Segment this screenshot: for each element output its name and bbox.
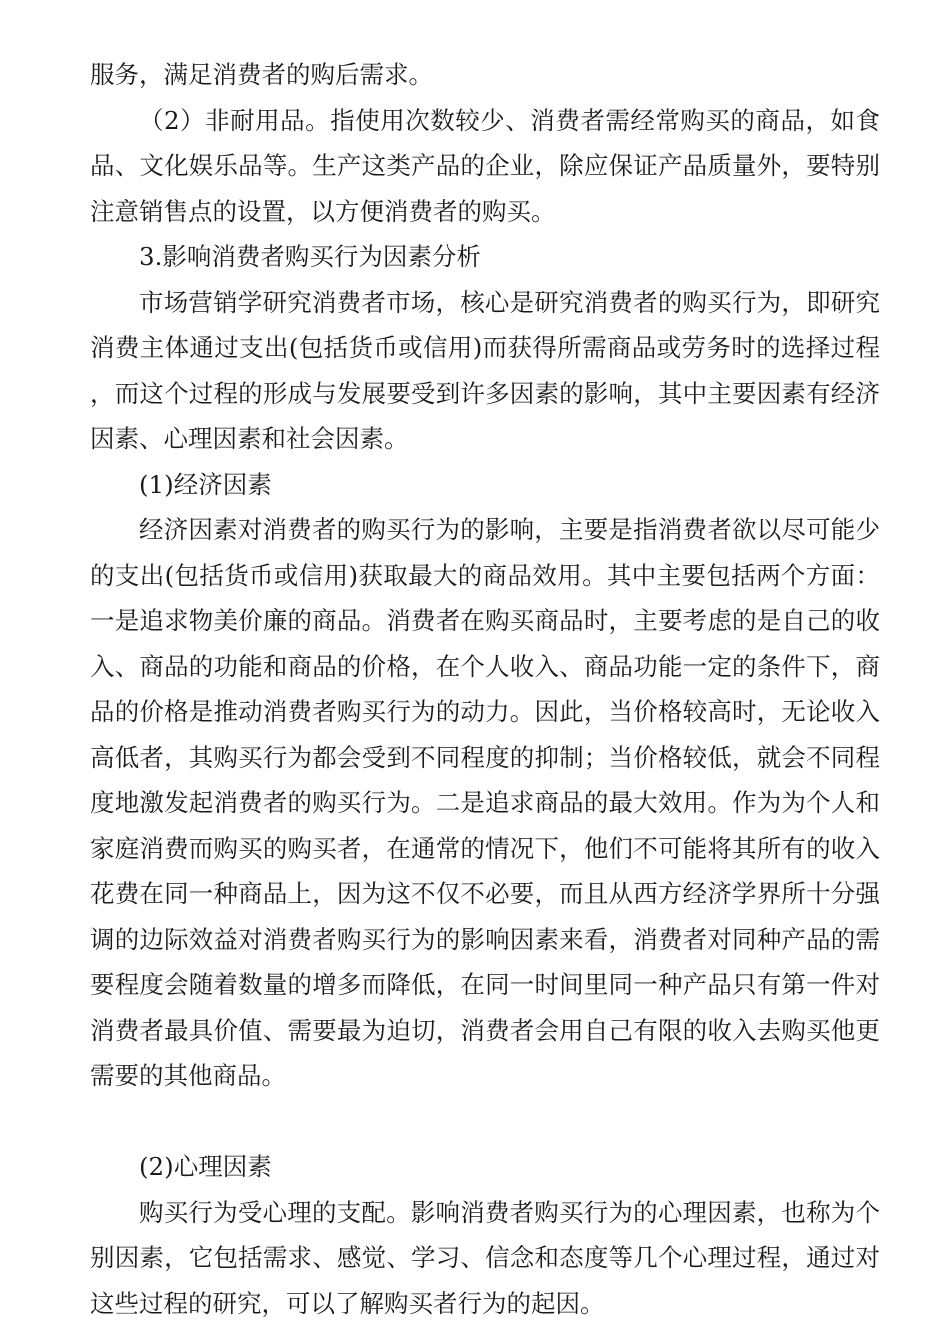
section-heading-factors: 3.影响消费者购买行为因素分析	[139, 242, 481, 271]
document-page	[90, 52, 880, 1326]
paragraph-non-durable-goods: （2）非耐用品。指使用次数较少、消费者需经常购买的商品，如食品、文化娱乐品等。生产这类产品的企业，除应保证产品质量外，要特别注意销售点的设置，以方便消费者的购买。	[90, 105, 880, 226]
paragraph-psychological-factors: 购买行为受心理的支配。影响消费者购买行为的心理因素，也称为个别因素，它包括需求、感觉、学习、信念和态度等几个心理过程，通过对这些过程的研究，可以了解购买者行为的起因。	[90, 1197, 880, 1318]
subheading-economic-factors: (1)经济因素	[139, 469, 272, 499]
paragraph-economic-factors: 经济因素对消费者的购买行为的影响，主要是指消费者欲以尽可能少的支出(包括货币或信用)获取最大的商品效用。其中主要包括两个方面：一是追求物美价廉的商品。消费者在购买商品时，主要考虑的是自己的收入、商品的功能和商品的价格，在个人收入、商品功能一定的条件下，商品的价格是推动消费者购买行为的动力。因此，当价格较高时，无论收入高低者，其购买行为都会受到不同程度的抑制；当价格较低，就会不同程度地激发起消费者的购买行为。二是追求商品的最大效用。作为为个人和家庭消费而购买的购买者，在通常的情况下，他们不可能将其所有的收入花费在同一种商品上，因为这不仅不必要，而且从西方经济学界所十分强调的边际效益对消费者购买行为的影响因素来看，消费者对同种产品的需要程度会随着数量的增多而降低，在同一时间里同一种产品只有第一件对消费者最具价值、需要最为迫切，消费者会用自己有限的收入去购买他更需要的其他商品。	[90, 515, 880, 1090]
subheading-psychological-factors: (2)心理因素	[139, 1152, 272, 1181]
paragraph-continuation: 服务，满足消费者的购后需求。	[90, 60, 433, 89]
paragraph-spacer	[90, 1099, 880, 1145]
paragraph-market-research: 市场营销学研究消费者市场，核心是研究消费者的购买行为，即研究消费主体通过支出(包括货币或信用)而获得所需商品或劳务时的选择过程，而这个过程的形成与发展要受到许多因素的影响，其中主要因素有经济因素、心理因素和社会因素。	[90, 287, 880, 453]
